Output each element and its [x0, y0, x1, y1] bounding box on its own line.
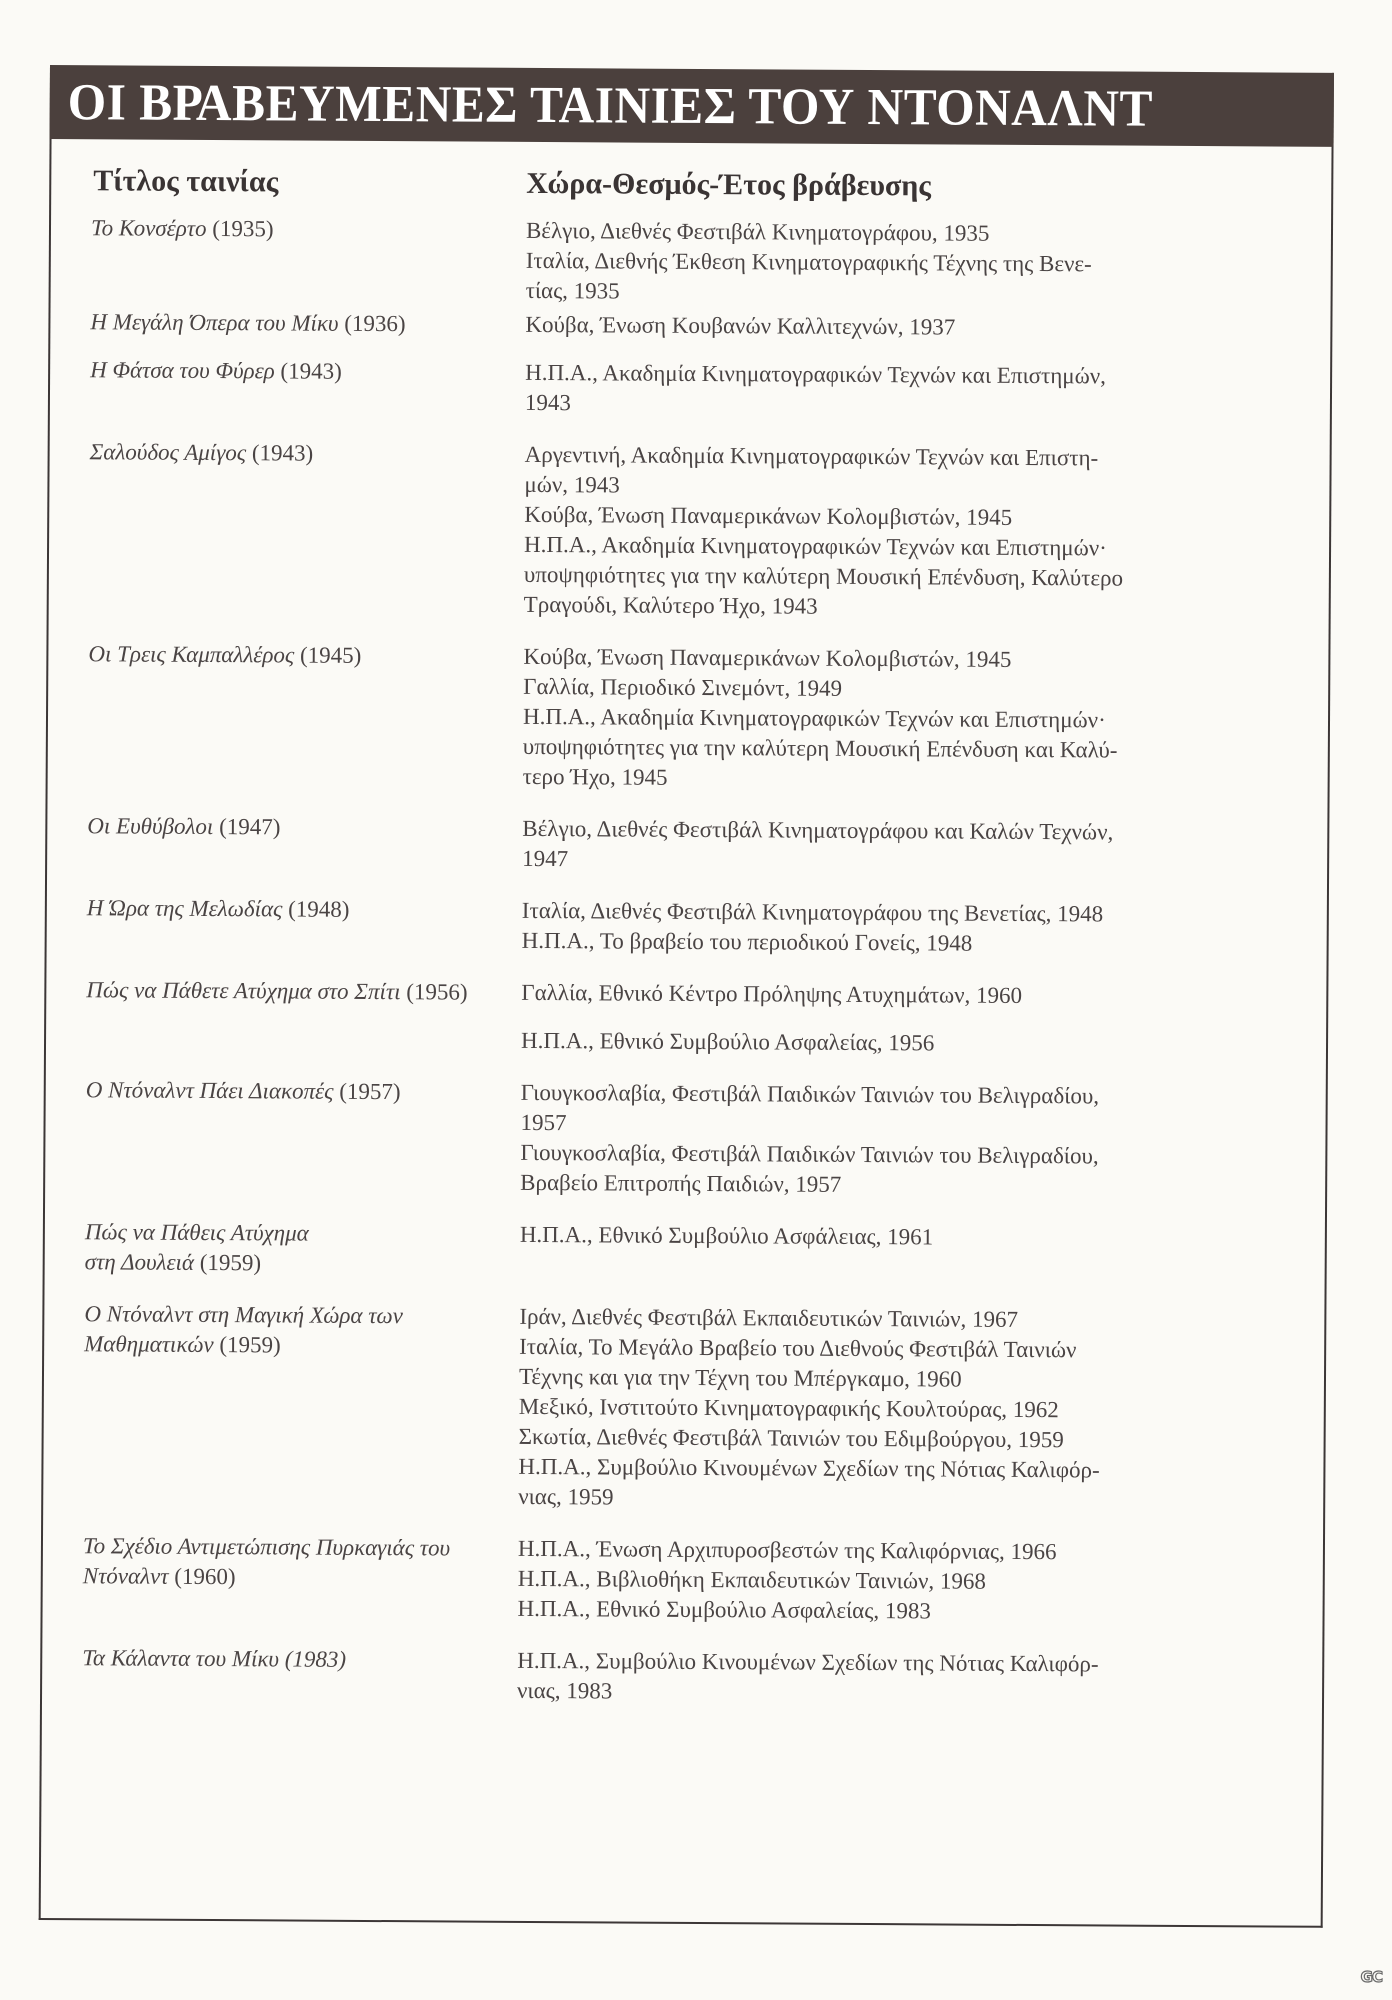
- award-line: Αργεντινή, Ακαδημία Κινηματογραφικών Τεχνών και Επιστη-: [524, 441, 1099, 471]
- award-line: Ιταλία, Διεθνές Φεστιβάλ Κινηματογράφου της Βενετίας, 1948: [521, 897, 1104, 927]
- award-line: υποψηφιότητες για την καλύτερη Μουσική Επένδυση και Καλύ-: [522, 733, 1118, 763]
- film-year: (1957): [339, 1078, 401, 1105]
- film-title: Πώς να Πάθεις Ατύχημα στη Δουλειά: [84, 1219, 309, 1275]
- film-year: (1956): [406, 979, 468, 1005]
- award-line: Μεξικό, Ινστιτούτο Κινηματογραφικής Κουλτούρας, 1962: [518, 1393, 1059, 1423]
- table-row: [45, 1075, 1326, 1203]
- award-line: Γαλλία, Εθνικό Κέντρο Πρόληψης Ατυχημάτων, 1960: [521, 979, 1023, 1008]
- film-year: (1959): [219, 1332, 281, 1358]
- award-line: Η.Π.Α., Εθνικό Συμβούλιο Ασφάλειας, 1961: [519, 1221, 934, 1250]
- film-year: (1947): [219, 814, 281, 840]
- award-line: Γιουγκοσλαβία, Φεστιβάλ Παιδικών Ταινιών του Βελιγραδίου,: [520, 1079, 1100, 1109]
- table-row: [48, 639, 1329, 797]
- film-title: Η Φάτσα του Φύρερ: [90, 357, 275, 384]
- film-title: Ο Ντόναλντ στη Μαγική Χώρα των Μαθηματικών: [84, 1301, 404, 1358]
- award-line: 1947: [522, 845, 569, 872]
- award-line: Γαλλία, Περιοδικό Σινεμόντ, 1949: [523, 673, 843, 701]
- award-line: Κούβα, Ένωση Κουβανών Καλλιτεχνών, 1937: [525, 311, 956, 340]
- award-line: μών, 1943: [524, 471, 620, 498]
- award-line: Βραβείο Επιτροπής Παιδιών, 1957: [520, 1169, 842, 1197]
- award-line: νιας, 1959: [518, 1483, 614, 1510]
- table-row: [43, 1299, 1324, 1517]
- film-cell: [50, 307, 525, 340]
- award-line: Η.Π.Α., Εθνικό Συμβούλιο Ασφαλείας, 1983: [517, 1595, 931, 1624]
- awards-cell: [518, 1302, 1249, 1516]
- film-cell: [42, 1643, 517, 1706]
- table-row: [45, 1217, 1325, 1285]
- film-cell: [46, 975, 521, 1056]
- film-title: Σαλούδος Αμίγος: [89, 439, 247, 466]
- awards-cell: [526, 216, 1257, 310]
- award-line: Κούβα, Ένωση Παναμερικάνων Κολομβιστών, 1945: [524, 501, 1013, 530]
- award-line: Ιράν, Διεθνές Φεστιβάλ Εκπαιδευτικών Ταινιών, 1967: [519, 1303, 1019, 1332]
- awards-table-frame: [39, 65, 1334, 1928]
- awards-cell: [522, 896, 1252, 960]
- award-line: Η.Π.Α., Ακαδημία Κινηματογραφικών Τεχνών και Επιστημών,: [525, 359, 1107, 389]
- award-line: Η.Π.Α., Το βραβείο του περιοδικού Γονείς, 1948: [521, 927, 973, 956]
- award-line: υποψηφιότητες για την καλύτερη Μουσική Επένδυση, Καλύτερο: [523, 561, 1124, 591]
- table-header: [51, 159, 1331, 211]
- award-line: Η.Π.Α., Συμβούλιο Κινουμένων Σχεδίων της Νότιας Καλιφόρ-: [518, 1453, 1100, 1483]
- table-body: [42, 213, 1331, 1711]
- table-row: [51, 213, 1332, 311]
- awards-cell: [524, 440, 1255, 624]
- award-line: Γιουγκοσλαβία, Φεστιβάλ Παιδικών Ταινιών του Βελιγραδίου,: [520, 1139, 1099, 1169]
- table-row: [50, 355, 1330, 423]
- award-line: Κούβα, Ένωση Παναμερικάνων Κολομβιστών, 1945: [523, 643, 1012, 672]
- award-line: 1957: [520, 1109, 567, 1136]
- film-year: (1948): [288, 896, 350, 922]
- table-row: [47, 811, 1327, 879]
- film-year: (1945): [299, 642, 362, 668]
- award-line: Τραγούδι, Καλύτερο Ήχο, 1943: [523, 591, 818, 619]
- film-title: Το Κονσέρτο: [90, 215, 207, 241]
- film-cell: [43, 1299, 519, 1512]
- awards-cell: [520, 1078, 1251, 1202]
- award-line: Η.Π.Α., Ένωση Αρχιπυροσβεστών της Καλιφόρνιας, 1966: [517, 1535, 1057, 1565]
- film-year: (1983): [284, 1646, 347, 1672]
- award-line: Σκωτία, Διεθνές Φεστιβάλ Ταινιών του Εδιμβούργου, 1959: [518, 1423, 1064, 1453]
- awards-cell: [525, 310, 1255, 344]
- title-bar: [50, 65, 1334, 147]
- award-line: Η.Π.Α., Ακαδημία Κινηματογραφικών Τεχνών και Επιστημών·: [522, 703, 1106, 733]
- film-year: (1960): [174, 1563, 236, 1590]
- award-line: Ιταλία, Το Μεγάλο Βραβείο του Διεθνούς Φεστιβάλ Ταινιών: [519, 1333, 1077, 1363]
- award-line: Η.Π.Α., Εθνικό Συμβούλιο Ασφαλείας, 1956: [520, 1027, 935, 1056]
- film-year: (1959): [199, 1249, 262, 1276]
- award-line: Η.Π.Α., Ακαδημία Κινηματογραφικών Τεχνών και Επιστημών·: [524, 531, 1107, 561]
- award-line: Η.Π.Α., Συμβούλιο Κινουμένων Σχεδίων της Νότιας Καλιφόρ-: [517, 1647, 1099, 1677]
- award-line: 1943: [524, 389, 572, 416]
- table-row: [49, 437, 1330, 625]
- film-title: Η Ώρα της Μελωδίας: [86, 895, 283, 922]
- awards-cell: [521, 978, 1251, 1060]
- award-line: τίας, 1935: [525, 277, 620, 304]
- column-header-awards: Χώρα-Θεσμός-Έτος βράβευσης: [526, 166, 932, 203]
- table-row: [47, 893, 1327, 961]
- film-year: (1943): [280, 358, 342, 384]
- page-title: ΟΙ ΒΡΑΒΕΥΜΕΝΕΣ ΤΑΙΝΙΕΣ ΤΟΥ ΝΤΟΝΑΛΝΤ: [67, 73, 1154, 138]
- awards-cell: [525, 358, 1255, 422]
- award-line: νιας, 1983: [517, 1677, 613, 1704]
- film-title: Οι Τρεις Καμπαλλέρος: [88, 641, 295, 668]
- film-cell: [50, 355, 525, 418]
- award-line: Η.Π.Α., Βιβλιοθήκη Εκπαιδευτικών Ταινιών, 1968: [517, 1565, 987, 1594]
- film-title: Οι Ευθύβολοι: [87, 813, 214, 840]
- film-title: Ο Ντόναλντ Πάει Διακοπές: [85, 1077, 334, 1104]
- film-year: (1936): [344, 310, 406, 337]
- column-header-film: Τίτλος ταινίας: [93, 164, 279, 199]
- film-cell: [47, 811, 522, 874]
- film-cell: [48, 639, 524, 792]
- award-line: τερο Ήχο, 1945: [522, 763, 668, 790]
- film-title: Πώς να Πάθετε Ατύχημα στο Σπίτι: [86, 977, 401, 1005]
- watermark-logo: GC: [1360, 1968, 1382, 1986]
- film-title: Τα Κάλαντα του Μίκυ: [82, 1645, 280, 1672]
- award-line: Βέλγιο, Διεθνές Φεστιβάλ Κινηματογράφου και Καλών Τεχνών,: [522, 815, 1114, 845]
- film-year: (1935): [212, 215, 274, 242]
- film-cell: [45, 1075, 521, 1198]
- awards-cell: [517, 1646, 1247, 1710]
- award-line: Βέλγιο, Διεθνές Φεστιβάλ Κινηματογράφου, 1935: [525, 217, 990, 246]
- film-cell: [42, 1531, 518, 1624]
- table-row: [42, 1531, 1323, 1629]
- awards-cell: [517, 1534, 1248, 1628]
- film-title: Η Μεγάλη Όπερα του Μίκυ: [90, 309, 339, 336]
- film-cell: [45, 1217, 520, 1280]
- film-year: (1943): [251, 440, 314, 466]
- film-cell: [47, 893, 522, 956]
- awards-cell: [523, 642, 1254, 796]
- awards-cell: [520, 1220, 1250, 1284]
- award-line: Τέχνης και για την Τέχνη του Μπέργκαμο, 1960: [518, 1363, 962, 1392]
- table-row: [42, 1643, 1322, 1711]
- table-row: [50, 307, 1330, 345]
- film-title: Το Σχέδιο Αντιμετώπισης Πυρκαγιάς του Ντόναλντ: [82, 1533, 451, 1589]
- film-cell: [49, 437, 525, 620]
- film-cell: [51, 213, 527, 306]
- award-line: Ιταλία, Διεθνής Έκθεση Κινηματογραφικής Τέχνης της Βενε-: [525, 247, 1092, 277]
- table-row: [46, 975, 1326, 1061]
- awards-cell: [522, 814, 1252, 878]
